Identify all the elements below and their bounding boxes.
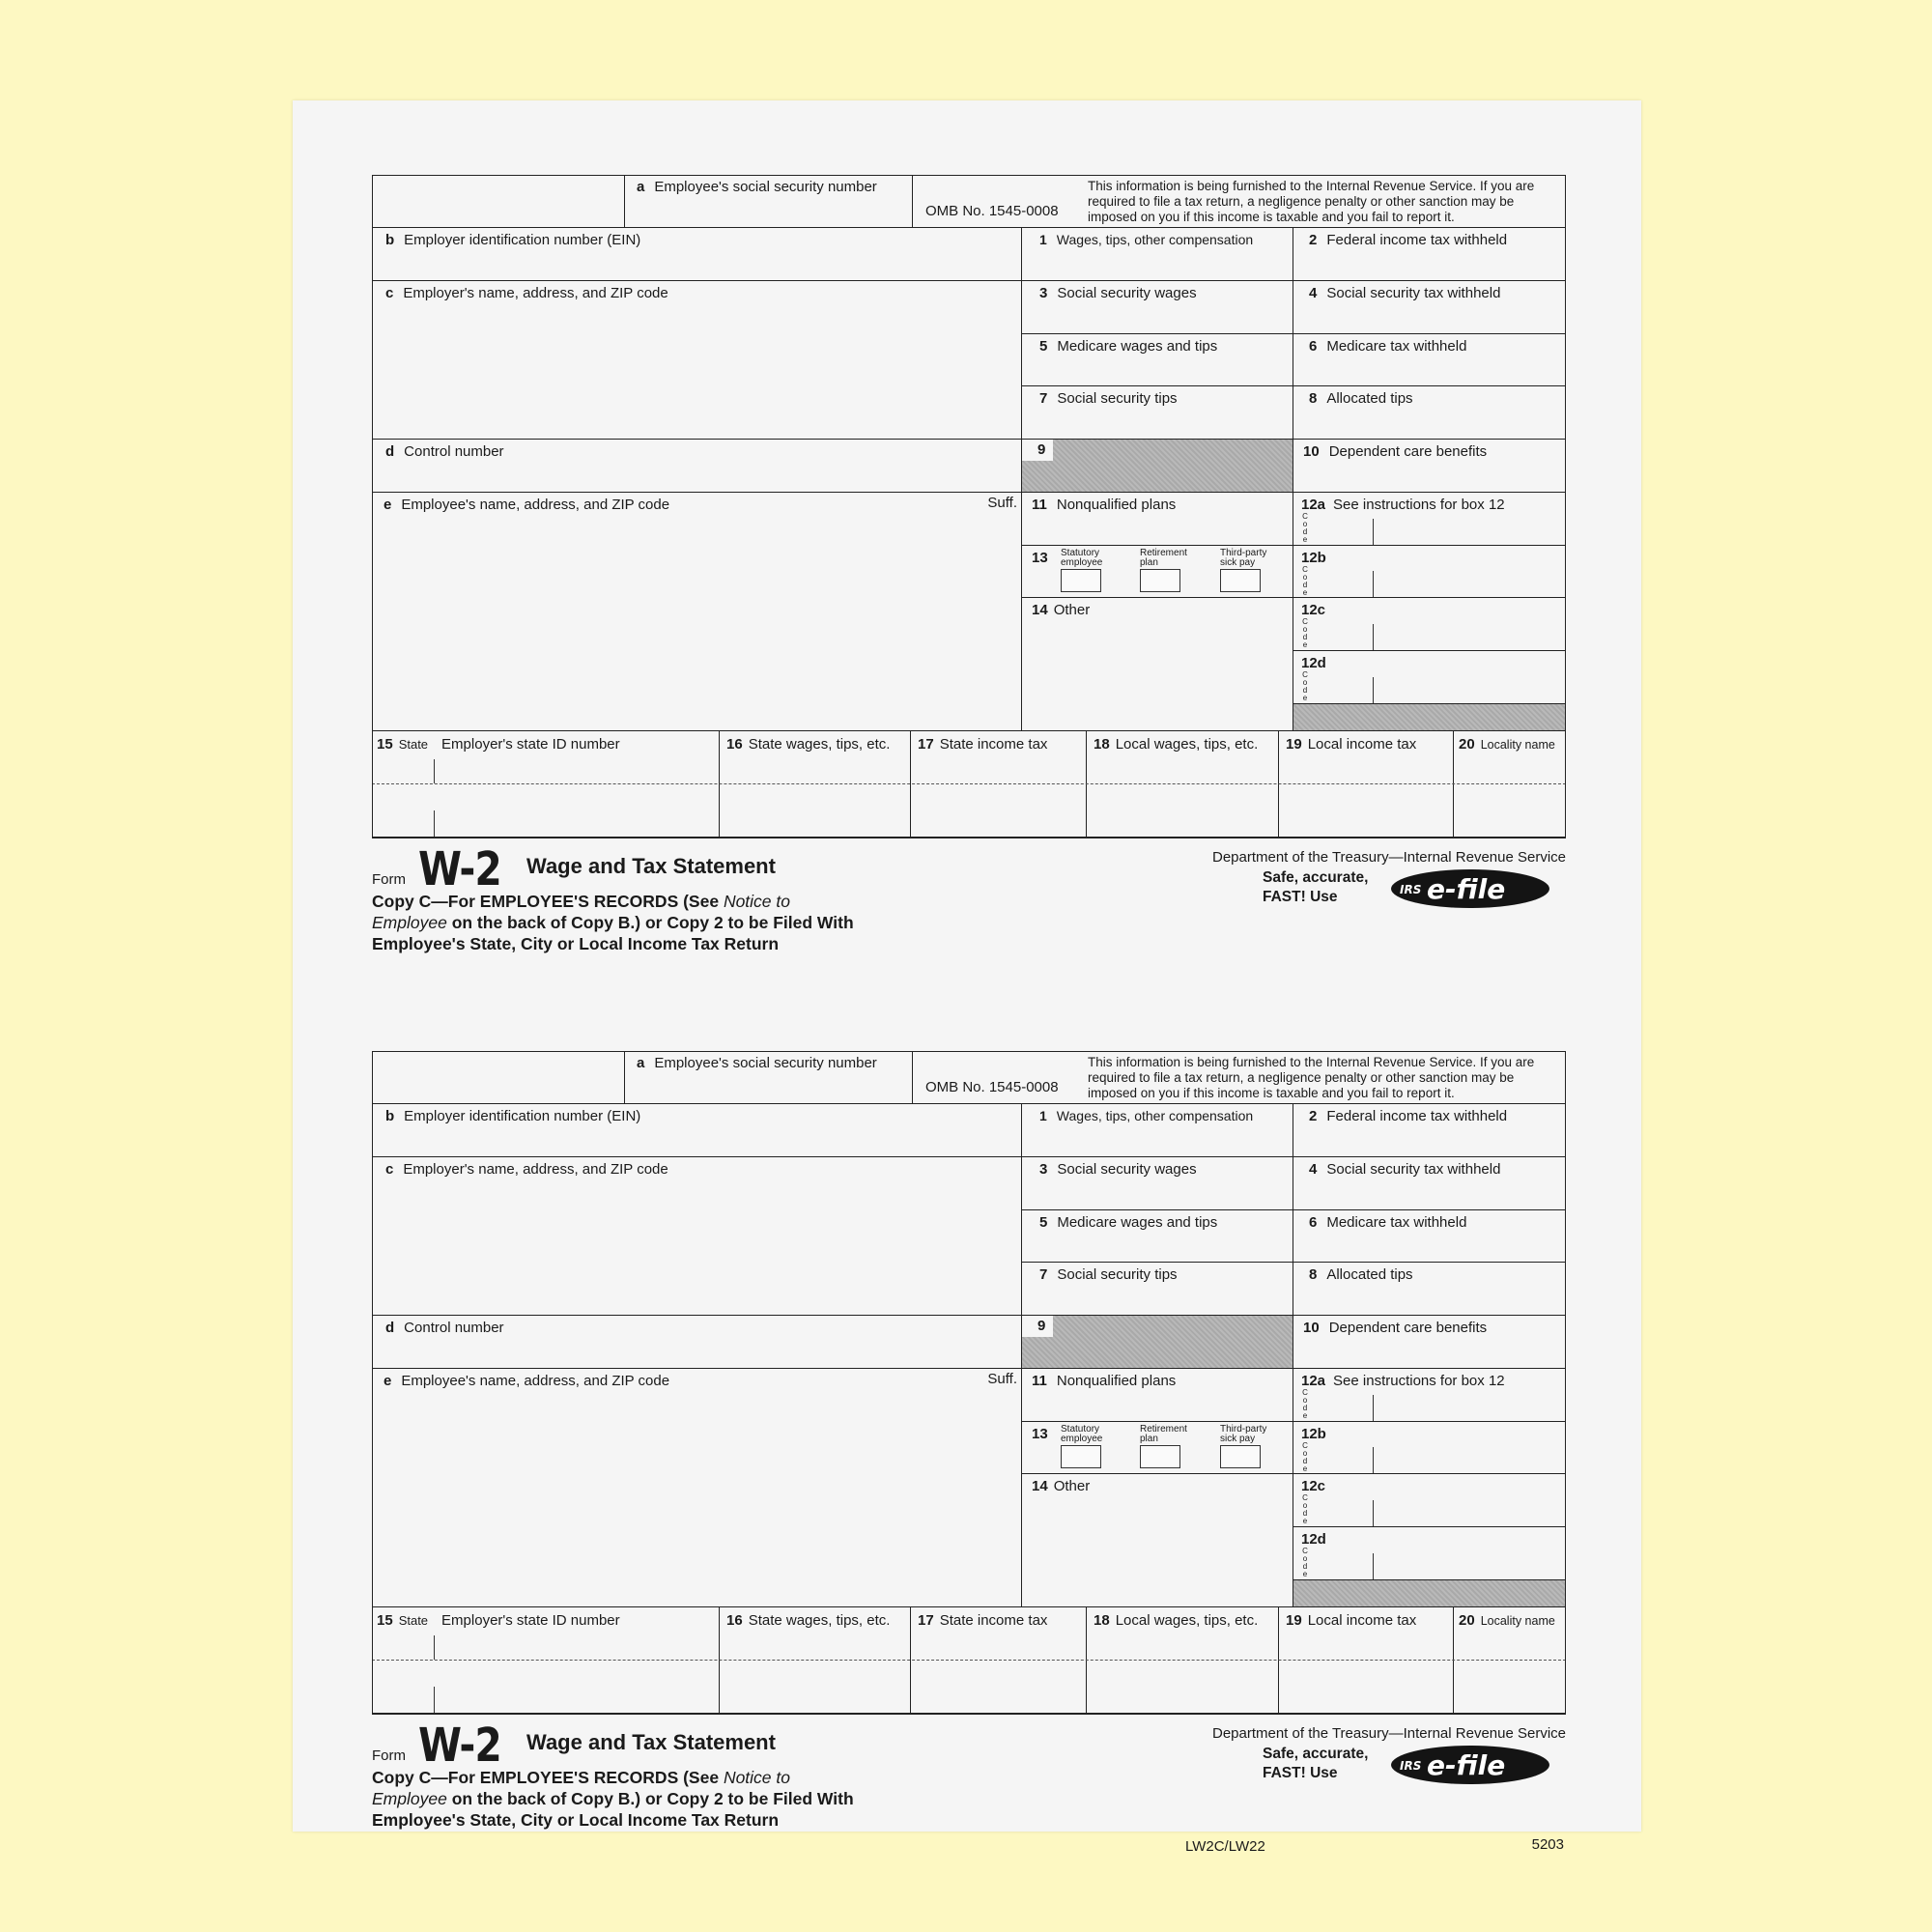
box-2-federal-tax[interactable]: 2 Federal income tax withheld xyxy=(1293,228,1566,281)
box-10-dependent-care[interactable]: 10 Dependent care benefits xyxy=(1293,440,1566,493)
box-7-ss-tips[interactable]: 7 Social security tips xyxy=(1022,386,1293,440)
irs-efile-logo xyxy=(1390,1744,1550,1791)
box-4-ss-tax[interactable]: 4 Social security tax withheld xyxy=(1293,281,1566,334)
box-19-local-tax[interactable]: 19 Local income tax xyxy=(1279,731,1454,838)
box-18-local-wages[interactable]: 18 Local wages, tips, etc. xyxy=(1087,731,1279,838)
suffix-label: Suff. xyxy=(987,495,1017,511)
copy-instructions: Copy C—For EMPLOYEE'S RECORDS (See Notice to Employee on the back of Copy B.) or Copy 2 to be Filed With Employee's State, City or Local Income Tax Return xyxy=(372,892,854,953)
box-14-other[interactable]: 14 Other xyxy=(1022,598,1293,731)
box-e-employee-name[interactable]: e Employee's name, address, and ZIP code Suff. xyxy=(372,1369,1022,1607)
box-12d[interactable]: 12d C o d e xyxy=(1293,1527,1566,1580)
irs-logo-text: IRS xyxy=(1400,1759,1422,1773)
box-d-control-number[interactable]: d Control number xyxy=(372,440,1022,493)
box-12c[interactable]: 12c C o d e xyxy=(1293,1474,1566,1527)
box-letter: a xyxy=(637,1055,645,1071)
box-b-ein[interactable]: b Employer identification number (EIN) xyxy=(372,228,1022,281)
box-12d[interactable]: 12d C o d e xyxy=(1293,651,1566,704)
suffix-label: Suff. xyxy=(987,1371,1017,1387)
box-13-checkboxes: 13 Statutory employee Retirement plan Third-party sick pay xyxy=(1022,546,1293,598)
box-12a[interactable]: 12a See instructions for box 12 C o d e xyxy=(1293,1369,1566,1422)
safe-accurate-text: Safe, accurate, FAST! Use xyxy=(1263,869,1369,905)
box-7-ss-tips[interactable]: 7 Social security tips xyxy=(1022,1263,1293,1316)
box-letter: a xyxy=(637,179,645,195)
box-14-other[interactable]: 14 Other xyxy=(1022,1474,1293,1607)
omb-number: OMB No. 1545-0008 xyxy=(925,1079,1059,1095)
box-11-nonqualified[interactable]: 11 Nonqualified plans xyxy=(1022,1369,1293,1422)
omb-number: OMB No. 1545-0008 xyxy=(925,203,1059,219)
efile-logo-text: e-file xyxy=(1427,1749,1506,1781)
box-8-allocated-tips[interactable]: 8 Allocated tips xyxy=(1293,386,1566,440)
w2-footer xyxy=(372,838,1566,983)
form-name: W-2 xyxy=(418,842,501,896)
code-label: C o d e xyxy=(1302,670,1308,702)
box-3-ss-wages[interactable]: 3 Social security wages xyxy=(1022,1157,1293,1210)
page-code: 5203 xyxy=(1531,1836,1564,1853)
box-16-state-wages[interactable]: 16 State wages, tips, etc. xyxy=(720,1607,911,1714)
safe-accurate-text: Safe, accurate, FAST! Use xyxy=(1263,1746,1369,1781)
box-1-wages[interactable]: 1 Wages, tips, other compensation xyxy=(1022,228,1293,281)
box-6-medicare-tax[interactable]: 6 Medicare tax withheld xyxy=(1293,334,1566,386)
box-c-employer-name[interactable]: c Employer's name, address, and ZIP code xyxy=(372,281,1022,440)
irs-notice: This information is being furnished to the Internal Revenue Service. If you are required to file a tax return, a negligence penalty or other sanction may be imposed on you if this income is taxable and you fail to report it. xyxy=(1088,1055,1535,1100)
box-9-shaded: 9 xyxy=(1022,440,1293,493)
box-1-wages[interactable]: 1 Wages, tips, other compensation xyxy=(1022,1104,1293,1157)
form-name: W-2 xyxy=(418,1719,501,1773)
box-5-medicare-wages[interactable]: 5 Medicare wages and tips xyxy=(1022,1210,1293,1263)
product-code: LW2C/LW22 xyxy=(1185,1838,1265,1855)
box-17-state-tax[interactable]: 17 State income tax xyxy=(911,731,1087,838)
irs-efile-logo xyxy=(1390,867,1550,915)
code-label: C o d e xyxy=(1302,617,1308,649)
box-15-state[interactable]: 15 State Employer's state ID number xyxy=(372,1607,720,1714)
department-line: Department of the Treasury—Internal Revenue Service xyxy=(1211,1725,1566,1742)
box-20-locality[interactable]: 20 Locality name xyxy=(1454,1607,1566,1714)
code-label: C o d e xyxy=(1302,1388,1308,1420)
department-line: Department of the Treasury—Internal Revenue Service xyxy=(1211,849,1566,866)
w2-sheet xyxy=(293,100,1641,1855)
box-5-medicare-wages[interactable]: 5 Medicare wages and tips xyxy=(1022,334,1293,386)
box-12c[interactable]: 12c C o d e xyxy=(1293,598,1566,651)
box-c-employer-name[interactable]: c Employer's name, address, and ZIP code xyxy=(372,1157,1022,1316)
box-16-state-wages[interactable]: 16 State wages, tips, etc. xyxy=(720,731,911,838)
box-b-ein[interactable]: b Employer identification number (EIN) xyxy=(372,1104,1022,1157)
form-word: Form xyxy=(372,871,406,888)
box-10-dependent-care[interactable]: 10 Dependent care benefits xyxy=(1293,1316,1566,1369)
box-18-local-wages[interactable]: 18 Local wages, tips, etc. xyxy=(1087,1607,1279,1714)
box-17-state-tax[interactable]: 17 State income tax xyxy=(911,1607,1087,1714)
box-12a[interactable]: 12a See instructions for box 12 C o d e xyxy=(1293,493,1566,546)
box-12b[interactable]: 12b C o d e xyxy=(1293,1422,1566,1474)
box-8-allocated-tips[interactable]: 8 Allocated tips xyxy=(1293,1263,1566,1316)
box-label: Employee's social security number xyxy=(654,179,877,195)
box-11-nonqualified[interactable]: 11 Nonqualified plans xyxy=(1022,493,1293,546)
irs-logo-text: IRS xyxy=(1400,883,1422,896)
irs-notice: This information is being furnished to the Internal Revenue Service. If you are required to file a tax return, a negligence penalty or other sanction may be imposed on you if this income is taxable and you fail to report it. xyxy=(1088,179,1535,224)
box-e-employee-name[interactable]: e Employee's name, address, and ZIP code Suff. xyxy=(372,493,1022,731)
box-20-locality[interactable]: 20 Locality name xyxy=(1454,731,1566,838)
copy-instructions: Copy C—For EMPLOYEE'S RECORDS (See Notice to Employee on the back of Copy B.) or Copy 2 to be Filed With Employee's State, City or Local Income Tax Return xyxy=(372,1768,854,1830)
box-2-federal-tax[interactable]: 2 Federal income tax withheld xyxy=(1293,1104,1566,1157)
box-d-control-number[interactable]: d Control number xyxy=(372,1316,1022,1369)
box-label: Employee's social security number xyxy=(654,1055,877,1071)
code-label: C o d e xyxy=(1302,1547,1308,1578)
code-label: C o d e xyxy=(1302,1441,1308,1473)
box-19-local-tax[interactable]: 19 Local income tax xyxy=(1279,1607,1454,1714)
form-title: Wage and Tax Statement xyxy=(526,1730,776,1754)
grid-border xyxy=(372,175,1566,838)
box-15-state[interactable]: 15 State Employer's state ID number xyxy=(372,731,720,838)
code-label: C o d e xyxy=(1302,1493,1308,1525)
code-label: C o d e xyxy=(1302,565,1308,597)
box-13-checkboxes: 13 Statutory employee Retirement plan Third-party sick pay xyxy=(1022,1422,1293,1474)
w2-footer xyxy=(372,1715,1566,1860)
box-4-ss-tax[interactable]: 4 Social security tax withheld xyxy=(1293,1157,1566,1210)
box-9-shaded: 9 xyxy=(1022,1316,1293,1369)
form-word: Form xyxy=(372,1747,406,1764)
box-3-ss-wages[interactable]: 3 Social security wages xyxy=(1022,281,1293,334)
code-label: C o d e xyxy=(1302,512,1308,544)
form-title: Wage and Tax Statement xyxy=(526,854,776,878)
grid-border xyxy=(372,1051,1566,1715)
efile-logo-text: e-file xyxy=(1427,873,1506,905)
box-6-medicare-tax[interactable]: 6 Medicare tax withheld xyxy=(1293,1210,1566,1263)
box-12b[interactable]: 12b C o d e xyxy=(1293,546,1566,598)
